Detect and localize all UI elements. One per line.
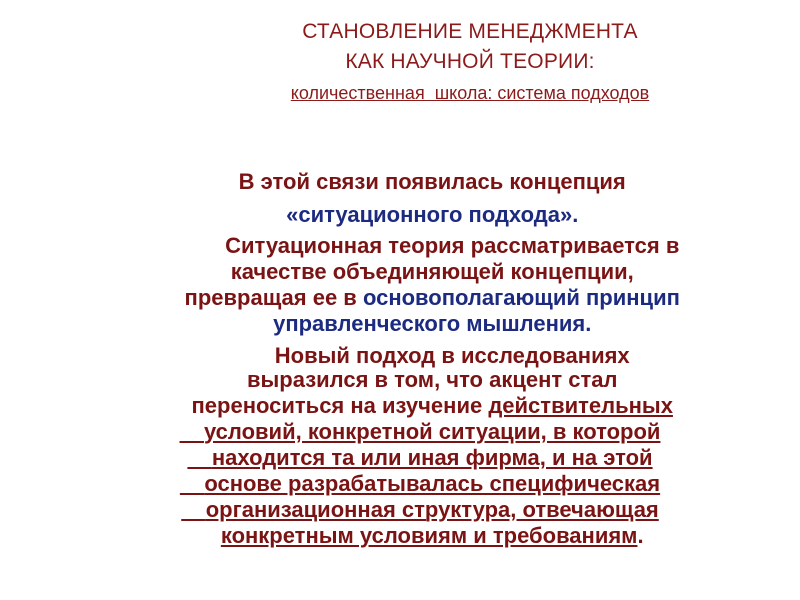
paragraph-3-text-4: условий, конкретной ситуации, в которой (203, 419, 661, 444)
slide-title-line-1: СТАНОВЛЕНИЕ МЕНЕДЖМЕНТА (302, 20, 638, 43)
paragraph-3-line-4 (40, 393, 800, 444)
paragraph-2-line-2 (40, 233, 800, 284)
paragraph-2-text-2: качестве объединяющей концепции, (230, 259, 634, 284)
slide-subtitle: количественная школа: система подходов (290, 83, 650, 103)
paragraph-3-text-3a: переноситься на изучение (191, 393, 489, 418)
paragraph-2-line-4 (40, 285, 800, 336)
paragraph-3-text-6: основе разрабатывалась специфическая (204, 471, 661, 496)
paragraph-1-line-2 (40, 176, 800, 227)
paragraph-3-text-7: организационная структура, отвечающая (205, 497, 659, 522)
paragraph-2-line-3 (40, 259, 800, 310)
paragraph-3-line-1 (60, 317, 800, 368)
paragraph-3-line-6 (40, 445, 800, 496)
paragraph-3-text-1: Новый подход в исследованиях (274, 343, 630, 368)
paragraph-1-text-2: «ситуационного подхода». (286, 202, 579, 227)
paragraph-3-text-5: находится та или иная фирма, и на этой (211, 445, 653, 470)
paragraph-3-text-8a: конкретным условиям и требованиям (220, 523, 638, 548)
paragraph-3-line-3 (40, 367, 800, 418)
paragraph-3-line-8 (40, 497, 800, 548)
paragraph-3-line-2 (40, 341, 800, 392)
paragraph-2-text-3a: превращая ее в (184, 285, 363, 310)
paragraph-3-text-8b: . (637, 523, 644, 548)
paragraph-3-line-7 (40, 471, 800, 522)
paragraph-3-line-5 (40, 419, 800, 470)
paragraph-2-text-4: управленческого мышления. (273, 311, 592, 336)
paragraph-2-text-1: Ситуационная теория рассматривается в (225, 233, 680, 258)
paragraph-3-text-3b: действительных (488, 393, 673, 418)
paragraph-1-line-1 (40, 143, 800, 194)
paragraph-1-text-1: В этой связи появилась концепция (238, 169, 626, 194)
paragraph-3-text-2: выразился в том, что акцент стал (246, 367, 618, 392)
paragraph-2-text-3b: основополагающий принцип (362, 285, 680, 310)
slide-title-line-2: КАК НАУЧНОЙ ТЕОРИИ: (345, 50, 595, 73)
paragraph-2-line-1 (60, 207, 800, 258)
